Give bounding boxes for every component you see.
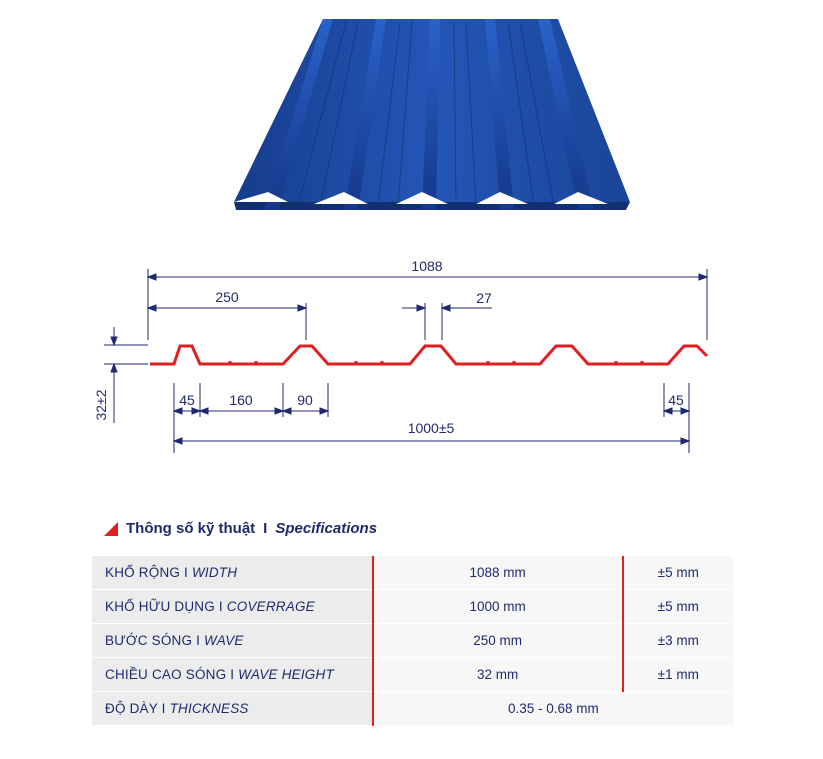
spec-tolerance: ±1 mm (623, 658, 734, 692)
spec-title-separator: I (263, 520, 268, 537)
spec-heading (104, 520, 377, 537)
label-en: WAVE HEIGHT (238, 667, 334, 682)
profile-drawing (80, 255, 730, 455)
dim-right-edge: 45 (668, 392, 684, 408)
dim-overall-width: 1088 (411, 258, 443, 274)
spec-label (92, 692, 373, 726)
label-vi: BƯỚC SÓNG I (105, 633, 201, 648)
label-en: COVERRAGE (226, 599, 315, 614)
spec-label (92, 624, 373, 658)
label-en: WIDTH (191, 565, 238, 580)
spec-table (92, 556, 733, 726)
profile-line (150, 346, 707, 364)
label-vi: KHỔ HỮU DỤNG I (105, 599, 223, 614)
dim-flat: 160 (229, 392, 253, 408)
spec-value: 1000 mm (373, 590, 623, 624)
dim-height: 32±2 (93, 389, 109, 421)
dim-left-edge: 45 (179, 392, 195, 408)
spec-label (92, 590, 373, 624)
spec-title-vi: Thông số kỹ thuật (126, 520, 256, 537)
dim-effective-width: 1000±5 (407, 420, 455, 436)
table-row (92, 556, 733, 590)
table-row (92, 590, 733, 624)
spec-label (92, 658, 373, 692)
table-row (92, 692, 733, 726)
spec-title-en: Specifications (275, 520, 378, 537)
dim-rib-top: 27 (476, 290, 492, 306)
spec-value: 0.35 - 0.68 mm (373, 692, 733, 726)
roof-sheet-image (228, 14, 638, 214)
spec-tolerance: ±3 mm (623, 624, 734, 658)
label-vi: CHIỀU CAO SÓNG I (105, 667, 235, 682)
table-row (92, 658, 733, 692)
spec-value: 250 mm (373, 624, 623, 658)
dim-wave-pitch: 250 (215, 289, 239, 305)
spec-tolerance: ±5 mm (623, 590, 734, 624)
triangle-icon (104, 522, 118, 536)
spec-value: 1088 mm (373, 556, 623, 590)
spec-value: 32 mm (373, 658, 623, 692)
spec-tolerance: ±5 mm (623, 556, 734, 590)
label-en: WAVE (204, 633, 244, 648)
label-vi: ĐỘ DÀY I (105, 701, 166, 716)
table-row (92, 624, 733, 658)
label-vi: KHỔ RỘNG I (105, 565, 189, 580)
spec-label (92, 556, 373, 590)
label-en: THICKNESS (169, 701, 249, 716)
dim-rib-base: 90 (297, 392, 313, 408)
